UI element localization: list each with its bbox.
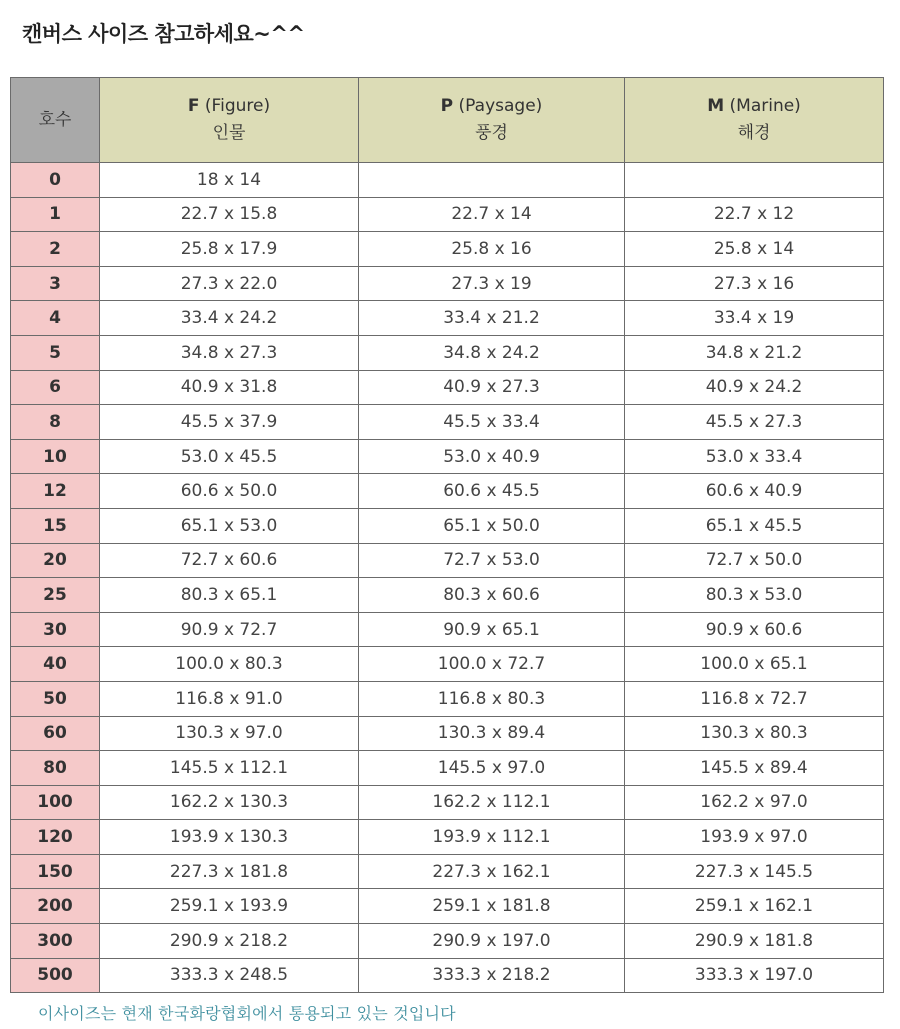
table-row: [11, 405, 884, 440]
cell-paysage-size: 145.5 x 97.0: [359, 751, 625, 786]
cell-hosu: 15: [11, 508, 100, 543]
cell-marine-size: 193.9 x 97.0: [625, 820, 884, 855]
table-row: [11, 647, 884, 682]
cell-marine-size: 60.6 x 40.9: [625, 474, 884, 509]
cell-paysage-size: 53.0 x 40.9: [359, 439, 625, 474]
cell-figure-size: 34.8 x 27.3: [100, 335, 359, 370]
table-row: [11, 958, 884, 993]
cell-figure-size: 80.3 x 65.1: [100, 578, 359, 613]
cell-hosu: 12: [11, 474, 100, 509]
cell-figure-size: 40.9 x 31.8: [100, 370, 359, 405]
cell-paysage-size: 193.9 x 112.1: [359, 820, 625, 855]
cell-marine-size: 25.8 x 14: [625, 232, 884, 267]
header-marine-ko: 해경: [737, 123, 771, 143]
cell-figure-size: 145.5 x 112.1: [100, 751, 359, 786]
cell-hosu: 4: [11, 301, 100, 336]
header-paysage-letter: P: [440, 96, 454, 116]
cell-hosu: 80: [11, 751, 100, 786]
cell-marine-size: 290.9 x 181.8: [625, 924, 884, 959]
cell-figure-size: 25.8 x 17.9: [100, 232, 359, 267]
cell-hosu: 20: [11, 543, 100, 578]
cell-figure-size: 72.7 x 60.6: [100, 543, 359, 578]
footnote: 이사이즈는 현재 한국화랑협회에서 통용되고 있는 것입니다: [38, 1004, 456, 1023]
cell-marine-size: 72.7 x 50.0: [625, 543, 884, 578]
cell-figure-size: 18 x 14: [100, 163, 359, 198]
table-row: [11, 335, 884, 370]
cell-marine-size: 90.9 x 60.6: [625, 612, 884, 647]
header-marine: [625, 78, 884, 163]
cell-hosu: 60: [11, 716, 100, 751]
cell-paysage-size: 22.7 x 14: [359, 197, 625, 232]
cell-marine-size: 40.9 x 24.2: [625, 370, 884, 405]
cell-hosu: 200: [11, 889, 100, 924]
cell-hosu: 100: [11, 785, 100, 820]
header-hosu: [11, 78, 100, 163]
header-paysage-en: (Paysage): [458, 96, 543, 116]
cell-paysage-size: 130.3 x 89.4: [359, 716, 625, 751]
cell-marine-size: 53.0 x 33.4: [625, 439, 884, 474]
cell-marine-size: 65.1 x 45.5: [625, 508, 884, 543]
table-row: [11, 163, 884, 198]
table-row: [11, 820, 884, 855]
header-figure-letter: F: [187, 96, 200, 116]
cell-figure-size: 33.4 x 24.2: [100, 301, 359, 336]
table-row: [11, 785, 884, 820]
cell-hosu: 50: [11, 681, 100, 716]
cell-figure-size: 227.3 x 181.8: [100, 854, 359, 889]
table-row: [11, 924, 884, 959]
cell-hosu: 1: [11, 197, 100, 232]
cell-hosu: 0: [11, 163, 100, 198]
cell-paysage-size: 45.5 x 33.4: [359, 405, 625, 440]
cell-paysage-size: 259.1 x 181.8: [359, 889, 625, 924]
table-row: [11, 439, 884, 474]
header-figure-en: (Figure): [204, 96, 271, 116]
table-row: [11, 266, 884, 301]
cell-figure-size: 27.3 x 22.0: [100, 266, 359, 301]
table-row: [11, 508, 884, 543]
cell-paysage-size: 162.2 x 112.1: [359, 785, 625, 820]
table-row: [11, 474, 884, 509]
cell-figure-size: 53.0 x 45.5: [100, 439, 359, 474]
header-paysage-ko: 풍경: [475, 123, 508, 143]
table-row: [11, 232, 884, 267]
cell-paysage-size: [359, 163, 625, 198]
table-row: [11, 716, 884, 751]
cell-hosu: 2: [11, 232, 100, 267]
cell-hosu: 150: [11, 854, 100, 889]
cell-paysage-size: 72.7 x 53.0: [359, 543, 625, 578]
cell-marine-size: [625, 163, 884, 198]
cell-hosu: 120: [11, 820, 100, 855]
table-header-row: [11, 78, 884, 163]
table-row: [11, 889, 884, 924]
table-row: [11, 543, 884, 578]
cell-marine-size: 27.3 x 16: [625, 266, 884, 301]
cell-marine-size: 227.3 x 145.5: [625, 854, 884, 889]
cell-figure-size: 259.1 x 193.9: [100, 889, 359, 924]
cell-hosu: 25: [11, 578, 100, 613]
cell-figure-size: 116.8 x 91.0: [100, 681, 359, 716]
cell-hosu: 10: [11, 439, 100, 474]
header-paysage: [359, 78, 625, 163]
header-hosu-label: 호수: [38, 109, 72, 130]
cell-hosu: 30: [11, 612, 100, 647]
cell-hosu: 6: [11, 370, 100, 405]
cell-paysage-size: 116.8 x 80.3: [359, 681, 625, 716]
header-marine-letter: M: [707, 96, 725, 116]
cell-figure-size: 90.9 x 72.7: [100, 612, 359, 647]
cell-paysage-size: 290.9 x 197.0: [359, 924, 625, 959]
cell-marine-size: 130.3 x 80.3: [625, 716, 884, 751]
cell-marine-size: 116.8 x 72.7: [625, 681, 884, 716]
cell-paysage-size: 227.3 x 162.1: [359, 854, 625, 889]
cell-figure-size: 45.5 x 37.9: [100, 405, 359, 440]
table-row: [11, 681, 884, 716]
page-title: 캔버스 사이즈 참고하세요~^^: [22, 22, 305, 46]
cell-marine-size: 34.8 x 21.2: [625, 335, 884, 370]
cell-paysage-size: 90.9 x 65.1: [359, 612, 625, 647]
header-figure: [100, 78, 359, 163]
table-body: [11, 163, 884, 993]
cell-marine-size: 22.7 x 12: [625, 197, 884, 232]
table-row: [11, 751, 884, 786]
cell-paysage-size: 60.6 x 45.5: [359, 474, 625, 509]
cell-marine-size: 162.2 x 97.0: [625, 785, 884, 820]
table-row: [11, 301, 884, 336]
cell-figure-size: 100.0 x 80.3: [100, 647, 359, 682]
header-figure-ko: 인물: [212, 123, 246, 143]
cell-marine-size: 33.4 x 19: [625, 301, 884, 336]
cell-figure-size: 65.1 x 53.0: [100, 508, 359, 543]
canvas-size-table: [10, 77, 884, 993]
cell-hosu: 500: [11, 958, 100, 993]
table-row: [11, 612, 884, 647]
cell-paysage-size: 80.3 x 60.6: [359, 578, 625, 613]
cell-marine-size: 145.5 x 89.4: [625, 751, 884, 786]
cell-paysage-size: 33.4 x 21.2: [359, 301, 625, 336]
cell-figure-size: 333.3 x 248.5: [100, 958, 359, 993]
cell-marine-size: 259.1 x 162.1: [625, 889, 884, 924]
cell-paysage-size: 34.8 x 24.2: [359, 335, 625, 370]
table-row: [11, 197, 884, 232]
cell-figure-size: 162.2 x 130.3: [100, 785, 359, 820]
cell-hosu: 40: [11, 647, 100, 682]
cell-figure-size: 130.3 x 97.0: [100, 716, 359, 751]
table-row: [11, 578, 884, 613]
cell-figure-size: 22.7 x 15.8: [100, 197, 359, 232]
cell-figure-size: 290.9 x 218.2: [100, 924, 359, 959]
cell-paysage-size: 40.9 x 27.3: [359, 370, 625, 405]
cell-paysage-size: 25.8 x 16: [359, 232, 625, 267]
cell-figure-size: 60.6 x 50.0: [100, 474, 359, 509]
cell-marine-size: 80.3 x 53.0: [625, 578, 884, 613]
cell-hosu: 5: [11, 335, 100, 370]
cell-paysage-size: 27.3 x 19: [359, 266, 625, 301]
header-marine-en: (Marine): [729, 96, 801, 116]
cell-figure-size: 193.9 x 130.3: [100, 820, 359, 855]
cell-paysage-size: 65.1 x 50.0: [359, 508, 625, 543]
cell-marine-size: 45.5 x 27.3: [625, 405, 884, 440]
cell-marine-size: 100.0 x 65.1: [625, 647, 884, 682]
cell-hosu: 3: [11, 266, 100, 301]
cell-marine-size: 333.3 x 197.0: [625, 958, 884, 993]
cell-paysage-size: 100.0 x 72.7: [359, 647, 625, 682]
cell-hosu: 300: [11, 924, 100, 959]
cell-paysage-size: 333.3 x 218.2: [359, 958, 625, 993]
table-row: [11, 854, 884, 889]
table-row: [11, 370, 884, 405]
cell-hosu: 8: [11, 405, 100, 440]
